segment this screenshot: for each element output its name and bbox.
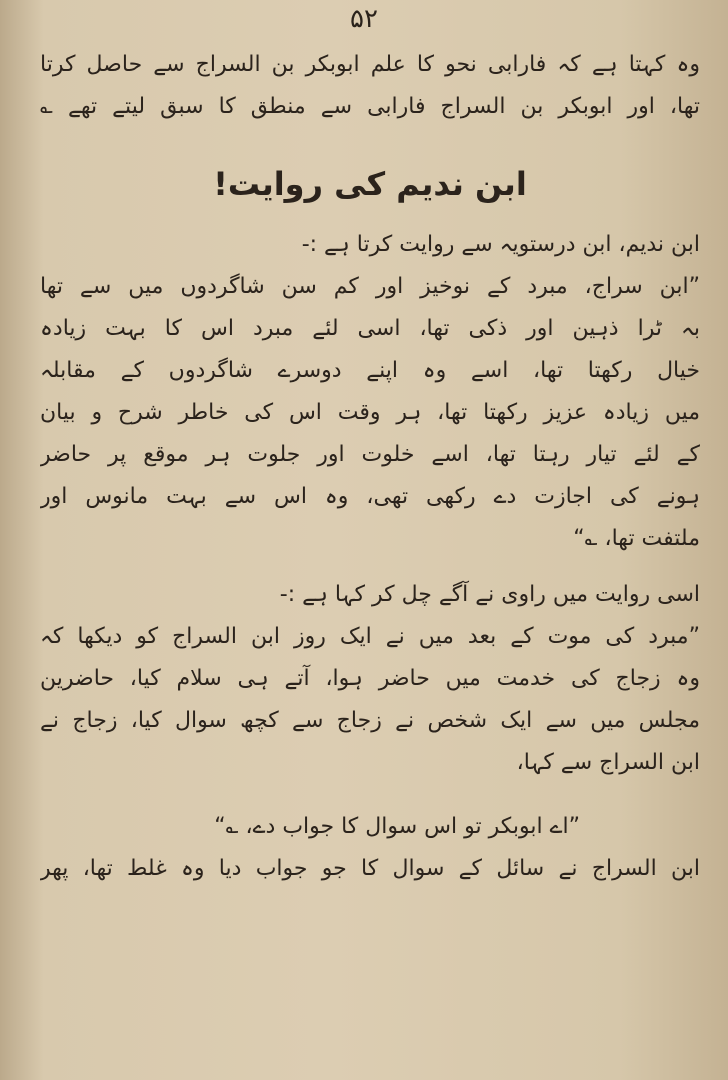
quote-line: ملتفت تھا، ؎“ [573,526,700,551]
quote-line: ”مبرد کی موت کے بعد میں نے ایک روز ابن السراج کو دیکھا کہ [40,624,700,649]
paragraph-intro: اسی روایت میں راوی نے آگے چل کر کہا ہے :- [279,582,700,607]
quote-line: بہ ٹرا ذہین اور ذکی تھا، اسی لئے مبرد اس کا بہت زیادہ [40,316,700,341]
paragraph-intro: ابن ندیم، ابن درستویہ سے روایت کرتا ہے :- [301,232,700,257]
page-text [40,44,700,890]
quote-line: کے لئے تیار رہتا تھا، اسے خلوت اور جلوت ہر موقع پر حاضر [40,442,700,467]
quote-line: ابن السراج سے کہا، [516,750,700,775]
final-line: ابن السراج نے سائل کے سوال کا جو جواب دیا وہ غلط تھا، پھر [40,856,700,881]
quote-line: وہ زجاج کی خدمت میں حاضر ہوا، آتے ہی سلام کیا، حاضرین [40,666,700,691]
text-line: وہ کہتا ہے کہ فارابی نحو کا علم ابوبکر بن السراج سے حاصل کرتا [40,52,700,77]
page-number: ۵۲ [350,4,378,34]
quote-line: خیال رکھتا تھا، اسے وہ اپنے دوسرے شاگردوں کے مقابلہ [40,358,700,383]
quote-line: ہونے کی اجازت دے رکھی تھی، وہ اس سے بہت مانوس اور [40,484,700,509]
quote-line: ”ابن سراج، مبرد کے نوخیز اور کم سن شاگردوں میں سے تھا [40,274,700,299]
reply-line: ”اے ابوبکر تو اس سوال کا جواب دے، ؎“ [214,814,580,839]
text-line: تھا، اور ابوبکر بن السراج فارابی سے منطق کا سبق لیتے تھے ؎ [40,94,700,119]
section-heading: ابن ندیم کی روایت! [213,165,527,203]
quote-line: مجلس میں سے ایک شخص نے زجاج سے کچھ سوال کیا، زجاج نے [40,708,700,733]
quote-line: میں زیادہ عزیز رکھتا تھا، ہر وقت اس کی خاطر شرح و بیان [40,400,700,425]
